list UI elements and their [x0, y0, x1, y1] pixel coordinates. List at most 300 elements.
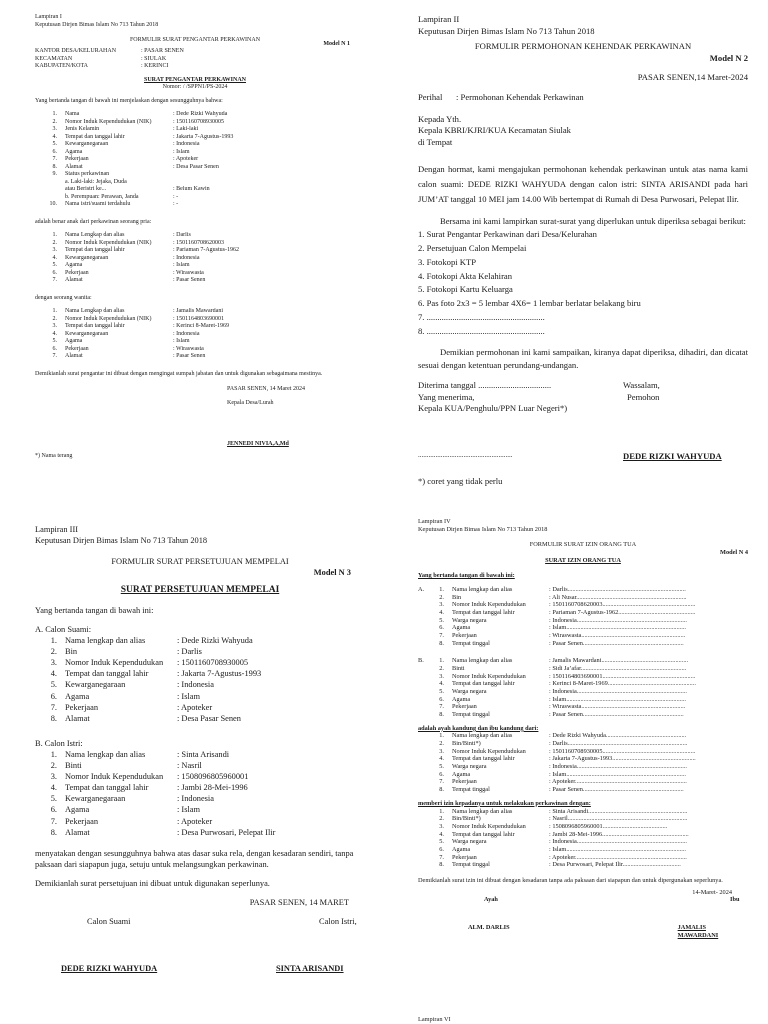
list-item: [35, 179, 355, 187]
item-number: 3.: [439, 822, 444, 830]
item-value: : Islam: [173, 148, 190, 155]
model-n4-form: [418, 518, 748, 939]
item-label: Agama: [452, 695, 471, 703]
list-item: [418, 755, 748, 763]
item-value: : Wiraswasta..................................................................: [549, 703, 686, 711]
item-number: 6.: [439, 624, 444, 632]
item-number: 1.: [52, 111, 57, 117]
list-item: [418, 740, 748, 748]
list-item: [35, 171, 355, 179]
m2-attachment-list: [418, 228, 748, 338]
list-item: [35, 277, 355, 285]
list-item: [35, 702, 365, 713]
m4-label-mother: Ibu: [730, 896, 740, 904]
section-marker: [418, 632, 430, 640]
item-label: Pekerjaan: [452, 703, 477, 711]
item-label: Nama istri/suami terdahulu: [65, 201, 131, 207]
item-value: : Jakarta 7-Agustus-1993.....................................................: [549, 755, 696, 763]
item-number: 8.: [439, 711, 444, 719]
list-item: [35, 793, 365, 804]
m3-closing: Demikianlah surat persetujuan ini dibuat untuk digunakan seperlunya.: [35, 878, 270, 888]
list-item: [35, 255, 355, 263]
item-label: Pekerjaan: [452, 778, 477, 786]
list-item: [35, 308, 355, 316]
item-number: 4.: [52, 254, 57, 261]
item-label: Tempat dan tanggal lahir: [452, 755, 515, 763]
list-item: [418, 808, 748, 816]
list-item: [418, 786, 748, 794]
attachment-item: 3. Fotokopi KTP: [418, 256, 477, 267]
item-label: Agama: [452, 770, 471, 778]
item-value: [173, 171, 355, 179]
item-number: 1.: [439, 732, 444, 740]
item-value: : Sinta Arisandi: [177, 749, 230, 759]
item-label: a. Laki-laki: Jejaka, Duda: [65, 178, 127, 185]
item-number: 5.: [52, 262, 57, 268]
m3-groom-list: [35, 635, 365, 724]
list-item: [418, 624, 748, 632]
item-number: 3.: [439, 747, 444, 755]
item-number: 5.: [439, 763, 444, 771]
office-value: : PASAR SENEN: [141, 48, 184, 54]
item-label: Alamat: [65, 827, 90, 837]
m2-received1: Diterima tanggal ..................................: [418, 380, 552, 391]
section-marker: [418, 711, 430, 719]
list-item: [35, 816, 365, 827]
item-value: : Islam: [177, 691, 201, 701]
item-number: 3.: [52, 247, 57, 253]
m4-section-c: adalah ayah kandung dan ibu kandung dari:: [418, 724, 539, 732]
m1-doc-title: SURAT PENGANTAR PERKAWINAN: [143, 76, 246, 83]
section-marker: [418, 771, 430, 779]
m1-model-label: Model N 1: [323, 40, 350, 47]
m1-header2: Keputusan Dirjen Bimas Islam No 713 Tahun 2018: [35, 21, 159, 28]
item-value: : Dede Rizki Wahyuda: [177, 636, 253, 646]
item-value: : Desa Purwosari, Pelepat Ilir: [177, 827, 276, 837]
item-label: Alamat: [65, 713, 90, 723]
section-marker: A.: [418, 586, 425, 594]
m1-intro: Yang bertanda tangan di bawah ini menjelaskan dengan sesungguhnya bahwa:: [35, 97, 223, 104]
m2-to1: Kepada Yth.: [418, 113, 462, 124]
m3-form-title: FORMULIR SURAT PERSETUJUAN MEMPELAI: [111, 557, 289, 567]
m4-section-d: memberi izin kepadanya untuk melakukan perkawinan dengan:: [418, 799, 591, 807]
item-value: : Darlis...........................................................................: [549, 586, 686, 594]
item-value: : Islam............................................................................: [549, 624, 686, 632]
item-label: Nomor Induk Kependudukan: [65, 772, 164, 782]
item-number: 4.: [50, 669, 57, 679]
item-number: [39, 194, 65, 202]
list-item: [35, 668, 365, 679]
item-label: Tempat tinggal: [452, 861, 490, 869]
item-value: : Nasril: [177, 761, 202, 771]
m2-para1: Dengan hormat, kami mengajukan permohonan kehendak perkawinan untuk atas nama kami calon suami: DEDE RIZKI WAHYUDA dengan calon istri: SINTA ARISANDI pada hari JUM’AT tanggal 10 MEI jam 14.00 Wib bertempat di Rumah di Desa Purwosari, Pelepat Ilir.: [418, 164, 748, 205]
model-n3-form: [35, 524, 365, 974]
m3-section-b: B. Calon Istri:: [35, 738, 83, 748]
model-n1-form: [35, 14, 355, 460]
list-item: [35, 749, 365, 760]
m1-footnote: *) Nama terang: [35, 452, 73, 459]
item-value: : Pasar Senen: [173, 277, 206, 283]
attachment-item: 1. Surat Pengantar Perkawinan dari Desa/Kelurahan: [418, 229, 597, 240]
item-number: 1.: [439, 657, 444, 665]
item-label: Pekerjaan: [65, 816, 99, 826]
section-marker: [418, 831, 430, 839]
section-marker: [418, 703, 430, 711]
model-n2-form: [418, 14, 748, 488]
item-value: [173, 179, 355, 187]
item-value: : 1508096805960001: [177, 772, 249, 782]
list-item: [35, 134, 355, 142]
item-value: : Jamalis Mawardani.......................................................: [549, 657, 689, 665]
item-number: 3.: [439, 601, 444, 609]
item-number: 9.: [52, 171, 57, 177]
item-value: : Desa Purwosari, Pelepat Ilir.....................................: [549, 861, 681, 869]
section-marker: B.: [418, 657, 424, 665]
item-label: Kewarganegaraan: [65, 141, 109, 147]
list-item: [418, 673, 748, 681]
section-marker: [418, 665, 430, 673]
item-value: : Indonesia: [177, 680, 214, 690]
item-number: 3.: [50, 658, 57, 668]
list-item: [35, 141, 355, 149]
section-marker: [418, 815, 430, 823]
list-item: [35, 346, 355, 354]
m2-model-label: Model N 2: [709, 52, 748, 63]
m4-father-list: [418, 586, 748, 647]
item-number: 5.: [50, 680, 57, 690]
list-item: [418, 748, 748, 756]
item-number: 7.: [439, 632, 444, 640]
office-label: KABUPATEN/KOTA: [35, 63, 88, 69]
item-label: Agama: [65, 691, 90, 701]
item-value: : 1501160708620003...........................................................: [549, 601, 696, 609]
list-item: [418, 854, 748, 862]
list-item: [418, 838, 748, 846]
list-item: [35, 194, 355, 202]
m4-intro: Yang bertanda tangan di bawah ini:: [418, 572, 515, 580]
item-label: b. Perempuan: Perawan, Janda: [65, 193, 139, 200]
attachment-item: 6. Pas foto 2x3 = 5 lembar 4X6= 1 lembar berlatar belakang biru: [418, 298, 641, 309]
item-value: : Desa Pasar Senen: [177, 713, 241, 723]
item-label: Tempat dan tanggal lahir: [65, 247, 125, 253]
m2-place-date: PASAR SENEN,14 Maret-2024: [637, 72, 748, 83]
list-item: [35, 126, 355, 134]
section-marker: [418, 609, 430, 617]
m1-place-date: PASAR SENEN, 14 Maret 2024: [227, 386, 305, 392]
item-value: : Indonesia: [173, 141, 200, 147]
attachment-item: 7. .......................................................: [418, 311, 545, 322]
item-value: : Indonesia: [173, 254, 200, 261]
list-item: [418, 688, 748, 696]
m4-form-title: FORMULIR SURAT IZIN ORANG TUA: [529, 541, 637, 549]
m1-closing: Demikianlah surat pengantar ini dibuat dengan mengingat sumpah jabatan dan untuk digunakan sebagaimana mestinya.: [35, 370, 323, 377]
item-number: 5.: [439, 838, 444, 846]
m2-header2: Keputusan Dirjen Bimas Islam No 713 Tahun 2018: [418, 25, 595, 36]
m3-section-a: A. Calon Suami:: [35, 625, 92, 634]
list-item: [35, 111, 355, 119]
item-value: : Islam: [173, 338, 190, 344]
item-label: Binti: [65, 761, 82, 771]
list-item: [418, 778, 748, 786]
item-number: 8.: [52, 163, 57, 170]
list-item: [35, 156, 355, 164]
item-number: 7.: [50, 702, 57, 712]
item-number: 3.: [52, 126, 57, 132]
item-label: Kewarganegaraan: [65, 330, 109, 337]
item-value: : Pasar Senen................................................................: [549, 786, 684, 794]
m3-place-date: PASAR SENEN, 14 MARET: [249, 897, 349, 907]
item-label: Tempat dan tanggal lahir: [65, 669, 149, 679]
item-number: 2.: [50, 647, 57, 657]
item-label: atau Beristri ke...: [65, 186, 107, 192]
office-label: KANTOR DESA/KELURAHAN: [35, 48, 117, 54]
office-label: KECAMATAN: [35, 55, 73, 62]
item-number: 5.: [439, 688, 444, 696]
item-value: : Apoteker: [177, 702, 213, 712]
item-value: : Indonesia......................................................................: [549, 688, 687, 696]
item-number: 7.: [50, 816, 57, 826]
item-number: 5.: [439, 616, 444, 624]
section-marker: [418, 601, 430, 609]
list-item: [35, 149, 355, 157]
item-label: Nama Lengkap dan alias: [65, 232, 125, 238]
item-number: 2.: [50, 761, 57, 771]
item-label: Pekerjaan: [65, 702, 99, 712]
item-number: 4.: [439, 755, 444, 763]
item-label: Status perkawinan: [65, 171, 110, 177]
item-value: : Indonesia: [173, 330, 200, 337]
section-marker: [418, 680, 430, 688]
item-value: : Jambi 28-Mei-1996.......................................................: [549, 830, 689, 838]
m2-sign-dots: ......................................................: [418, 450, 513, 459]
list-item: [418, 732, 748, 740]
item-label: Warga negara: [452, 838, 487, 846]
item-value: : Pasar Senen................................................................: [549, 639, 684, 647]
item-number: 2.: [439, 593, 444, 601]
section-marker: [418, 688, 430, 696]
item-number: 2.: [439, 665, 444, 673]
m3-label-groom: Calon Suami: [87, 917, 131, 927]
item-value: : Pariaman 7-Agustus-1962.................................................: [549, 609, 696, 617]
item-number: 8.: [439, 639, 444, 647]
section-marker: [418, 755, 430, 763]
office-value: : SIULAK: [141, 55, 167, 62]
list-item: [418, 815, 748, 823]
item-label: Bin: [452, 593, 462, 601]
section-marker: [418, 861, 430, 869]
item-value: : Darlis: [173, 232, 191, 238]
item-label: Agama: [452, 624, 471, 632]
list-item: [418, 861, 748, 869]
list-item: [418, 609, 748, 617]
item-number: 4.: [52, 133, 57, 140]
m2-applicant-name: DEDE RIZKI WAHYUDA: [623, 450, 722, 461]
m2-perihal-value: : Permohonan Kehendak Perkawinan: [456, 91, 584, 102]
attachment-item: 2. Persetujuan Calon Mempelai: [418, 243, 527, 254]
item-number: 7.: [439, 703, 444, 711]
item-number: 5.: [50, 794, 57, 804]
item-label: Tempat dan tanggal lahir: [452, 609, 515, 617]
item-value: : 1501164803690001...........................................................: [549, 672, 696, 680]
item-label: Nomor Induk Kependudukan: [452, 822, 526, 830]
m3-label-bride: Calon Istri,: [319, 917, 357, 927]
item-number: 3.: [50, 772, 57, 782]
list-item: [35, 679, 365, 690]
m2-footnote: *) coret yang tidak perlu: [418, 476, 503, 487]
m1-form-title: FORMULIR SURAT PENGANTAR PERKAWINAN: [129, 37, 261, 43]
m3-name-groom: DEDE RIZKI WAHYUDA: [61, 964, 158, 974]
item-number: [39, 186, 65, 194]
list-item: [35, 186, 355, 194]
attachment-item: 8. .......................................................: [418, 325, 545, 336]
item-label: Nomor Induk Kependudukan: [452, 601, 526, 609]
m3-header1: Lampiran III: [35, 525, 79, 534]
m4-doc-title: SURAT IZIN ORANG TUA: [545, 556, 621, 564]
item-number: 1.: [50, 636, 57, 646]
list-item: [35, 262, 355, 270]
item-number: 6.: [52, 269, 57, 276]
m2-wassalam1: Wassalam,: [623, 380, 660, 391]
item-label: Nama lengkap dan alias: [452, 732, 513, 740]
item-label: Nomor Induk Kependudukan (NIK): [65, 315, 152, 322]
item-label: Nama lengkap dan alias: [452, 586, 513, 594]
item-number: 7.: [439, 778, 444, 786]
item-label: Bin/Binti*): [452, 740, 481, 748]
item-number: 3.: [52, 323, 57, 329]
item-value: : Belum Kawin: [173, 186, 210, 192]
m4-model-label: Model N 4: [720, 549, 748, 557]
item-label: Agama: [65, 805, 90, 815]
item-number: 8.: [50, 827, 57, 837]
office-row: [35, 56, 355, 64]
section-marker: [418, 740, 430, 748]
item-value: : 1501164803690001: [173, 315, 224, 322]
item-value: : Islam............................................................................: [549, 770, 686, 778]
item-number: 6.: [50, 691, 57, 701]
m2-perihal-row: [418, 92, 748, 104]
item-number: 4.: [439, 680, 444, 688]
item-value: : Wiraswasta..................................................................: [549, 632, 686, 640]
list-item: [35, 119, 355, 127]
m2-header1: Lampiran II: [418, 14, 460, 24]
list-item: [35, 760, 365, 771]
item-number: 1.: [52, 232, 57, 238]
office-value: : KERINCI: [141, 63, 169, 69]
section-marker: [418, 732, 430, 740]
list-item: [35, 164, 355, 172]
m3-doc-title: SURAT PERSETUJUAN MEMPELAI: [120, 585, 280, 596]
m1-bridge1: adalah benar anak dari perkawinan seorang pria:: [35, 218, 152, 225]
list-item: [35, 713, 365, 724]
list-item: [35, 691, 365, 702]
item-number: 3.: [439, 672, 444, 680]
item-number: 7.: [52, 156, 57, 162]
item-number: 1.: [52, 308, 57, 314]
item-number: 7.: [52, 277, 57, 283]
item-label: Nama Lengkap dan alias: [65, 308, 125, 314]
m1-office-block: [35, 48, 355, 71]
m4-spouse-list: [418, 808, 748, 869]
item-number: 7.: [52, 353, 57, 359]
section-marker: [418, 640, 430, 648]
office-row: [35, 48, 355, 56]
m2-to2: Kepala KBRI/KJRI/KUA Kecamatan Siulak: [418, 125, 571, 136]
item-value: : Islam............................................................................: [549, 695, 686, 703]
item-value: : Dede Rizki Wahyuda...................................................: [549, 732, 687, 740]
list-item: [35, 782, 365, 793]
item-label: Pekerjaan: [452, 632, 477, 640]
list-item: [418, 586, 748, 594]
list-item: [35, 201, 355, 209]
model-n6-form: [418, 1016, 618, 1023]
m1-signer-name: JENNEDI NIVIA,A,Md: [227, 441, 289, 447]
item-value: : Pasar Senen: [173, 353, 206, 359]
section-marker: [418, 624, 430, 632]
item-label: Jenis Kelamin: [65, 126, 100, 132]
list-item: [418, 617, 748, 625]
item-label: Warga negara: [452, 763, 487, 771]
m4-name-mother: JAMALIS MAWARDANI: [677, 923, 719, 939]
list-item: [35, 804, 365, 815]
m1-person-list: [35, 111, 355, 209]
item-number: 6.: [439, 845, 444, 853]
m1-father-list: [35, 232, 355, 285]
list-item: [35, 353, 355, 361]
item-label: Nomor Induk Kependudukan (NIK): [65, 239, 152, 246]
m1-signer-title: Kepala Desa/Lurah: [227, 399, 274, 406]
item-value: : Apoteker: [173, 156, 199, 162]
item-label: Agama: [65, 262, 83, 268]
m5-header1: Lampiran VI: [418, 1016, 451, 1023]
m4-mother-list: [418, 657, 748, 718]
item-value: : 1508096805960001.........................................: [549, 822, 668, 830]
section-marker: [418, 763, 430, 771]
item-value: : Darlis............................................................................: [549, 740, 688, 748]
item-value: : Indonesia: [177, 794, 214, 804]
item-number: 5.: [52, 141, 57, 147]
m4-name-father: ALM. DARLIS: [468, 923, 510, 931]
item-value: : Wiraswasta: [173, 345, 204, 352]
item-number: 4.: [52, 330, 57, 337]
list-item: [35, 338, 355, 346]
item-number: 6.: [439, 695, 444, 703]
item-value: : Ali Nusar......................................................................: [549, 593, 687, 601]
item-value: : Apoteker.......................................................................: [549, 778, 687, 786]
m2-to3: di Tempat: [418, 136, 453, 147]
m3-name-bride: SINTA ARISANDI: [276, 964, 344, 974]
item-label: Agama: [65, 338, 83, 344]
item-value: : Indonesia......................................................................: [549, 838, 687, 846]
item-value: : Kerinci 8-Maret-1969: [173, 323, 229, 329]
item-number: 2.: [439, 740, 444, 748]
item-number: [39, 179, 65, 187]
m2-form-title: FORMULIR PERMOHONAN KEHENDAK PERKAWINAN: [474, 41, 692, 52]
item-label: Agama: [65, 148, 83, 155]
m4-label-father: Ayah: [484, 896, 498, 904]
item-value: : Islam: [177, 805, 201, 815]
m2-received3: Kepala KUA/Penghulu/PPN Luar Negeri*): [418, 403, 568, 414]
m4-date: 14-Maret- 2024: [692, 888, 732, 896]
item-value: : Nasril............................................................................: [549, 815, 688, 823]
item-value: : -: [173, 193, 179, 200]
item-value: : Desa Pasar Senen: [173, 163, 219, 170]
list-item: [35, 316, 355, 324]
item-number: 2.: [52, 315, 57, 322]
item-label: Nama lengkap dan alias: [452, 807, 513, 815]
item-label: Warga negara: [452, 688, 487, 696]
item-number: 8.: [50, 713, 57, 723]
list-item: [35, 240, 355, 248]
